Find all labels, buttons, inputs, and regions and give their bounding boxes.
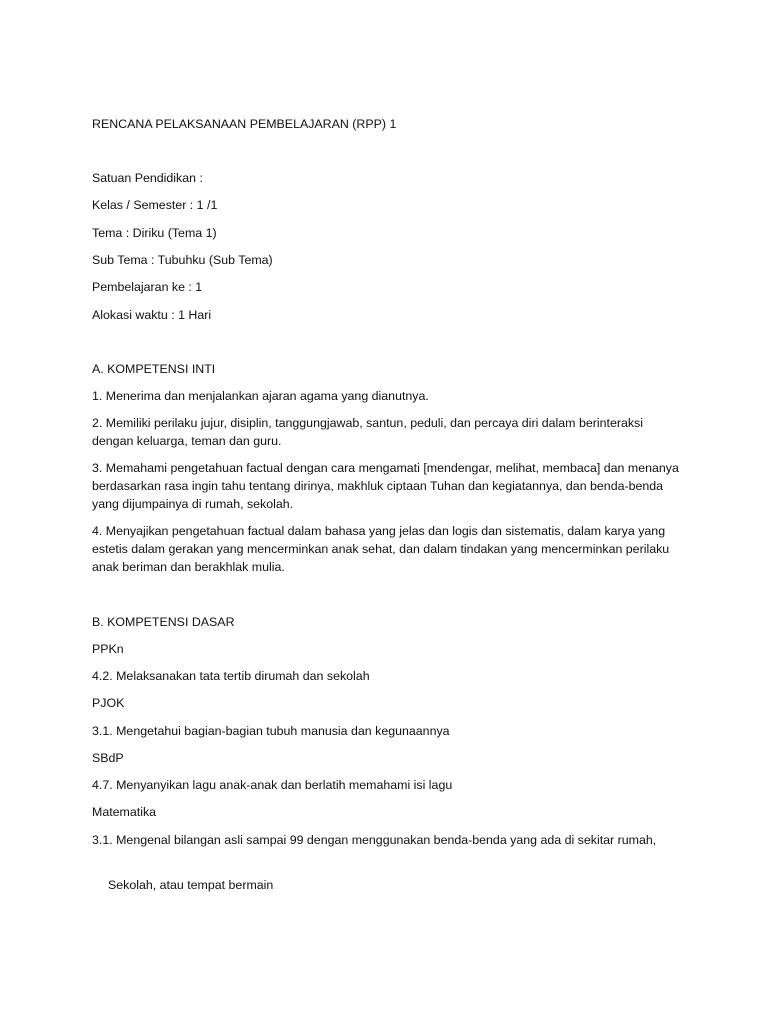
kompetensi-dasar-heading: B. KOMPETENSI DASAR [92,615,235,629]
kompetensi-inti-item: 1. Menerima dan menjalankan ajaran agama yang dianutnya. [92,389,429,403]
kompetensi-inti-item: 2. Memiliki perilaku jujur, disiplin, tanggungjawab, santun, peduli, dan percaya diri dalam berinteraksi dengan keluarga, teman dan guru. [92,416,643,448]
subject-item: 4.2. Melaksanakan tata tertib dirumah dan sekolah [92,669,370,683]
subject-item-continuation: Sekolah, atau tempat bermain [108,878,274,892]
subject-item: 4.7. Menyanyikan lagu anak-anak dan berlatih memahami isi lagu [92,778,453,792]
document-page [92,0,692,1024]
subject-item: 3.1. Mengetahui bagian-bagian tubuh manusia dan kegunaannya [92,724,450,738]
kompetensi-inti-heading: A. KOMPETENSI INTI [92,362,216,376]
kompetensi-inti-item: 4. Menyajikan pengetahuan factual dalam bahasa yang jelas dan logis dan sistematis, dalam karya yang estetis dalam gerakan yang mencerminkan anak sehat, dan dalam tindakan yang mencerminkan perilaku anak beriman dan berakhlak mulia. [92,524,670,574]
subject-name: SBdP [92,751,124,765]
pembelajaran-ke: Pembelajaran ke : 1 [92,280,203,294]
kompetensi-inti-item: 3. Memahami pengetahuan factual dengan cara mengamati [mendengar, melihat, membaca] dan menanya berdasarkan rasa ingin tahu tentang dirinya, makhluk ciptaan Tuhan dan kegiatannya, dan benda-benda yang dijumpainya di rumah, sekolah. [92,461,679,511]
subject-name: PJOK [92,696,125,710]
tema: Tema : Diriku (Tema 1) [92,226,217,240]
sub-tema: Sub Tema : Tubuhku (Sub Tema) [92,253,273,267]
subject-item: 3.1. Mengenal bilangan asli sampai 99 dengan menggunakan benda-benda yang ada di sekitar rumah, [92,833,657,847]
kelas-semester: Kelas / Semester : 1 /1 [92,198,218,212]
subject-name: PPKn [92,642,124,656]
alokasi-waktu: Alokasi waktu : 1 Hari [92,308,212,322]
document-title: RENCANA PELAKSANAAN PEMBELAJARAN (RPP) 1 [92,117,397,131]
subject-name: Matematika [92,805,157,819]
satuan-pendidikan: Satuan Pendidikan : [92,171,203,185]
